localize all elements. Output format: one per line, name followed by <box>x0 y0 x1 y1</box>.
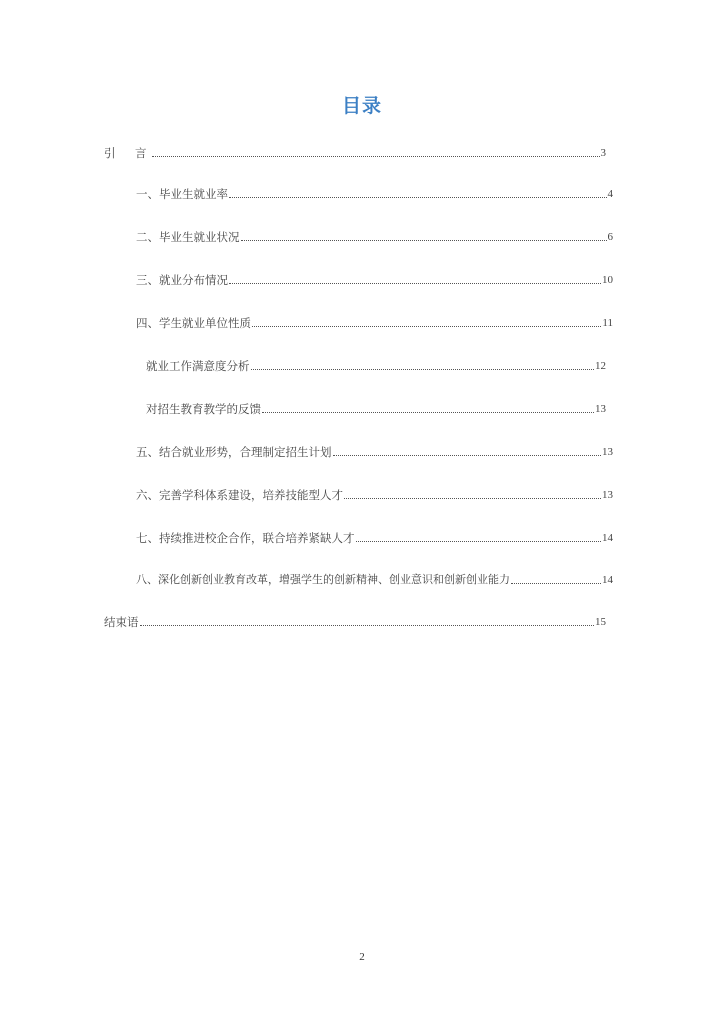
toc-entry-label: 三、就业分布情况 <box>136 273 228 287</box>
toc-entry-section-1[interactable] <box>136 186 613 202</box>
toc-entry-label: 就业工作满意度分析 <box>146 359 250 373</box>
toc-entry-label: 二、毕业生就业状况 <box>136 230 240 244</box>
dot-leader <box>262 412 594 413</box>
toc-entry-feedback[interactable] <box>146 401 606 417</box>
toc-entry-page: 6 <box>607 231 613 243</box>
toc-entry-label: 引 言 <box>104 146 151 160</box>
toc-entry-section-5[interactable] <box>136 444 613 460</box>
toc-entry-label: 五、结合就业形势，合理制定招生计划 <box>136 445 332 459</box>
toc-entry-label: 一、毕业生就业率 <box>136 187 228 201</box>
toc-entry-page: 3 <box>600 147 606 159</box>
dot-leader <box>252 326 601 327</box>
dot-leader <box>356 541 602 542</box>
toc-entry-section-3[interactable] <box>136 272 613 288</box>
dot-leader <box>140 625 595 626</box>
toc-entry-page: 10 <box>602 274 613 286</box>
toc-entry-section-8[interactable] <box>136 572 613 588</box>
toc-entry-label: 六、完善学科体系建设，培养技能型人才 <box>136 488 343 502</box>
toc-entry-label: 四、学生就业单位性质 <box>136 316 251 330</box>
toc-entry-page: 15 <box>595 616 606 628</box>
toc-entry-page: 14 <box>602 532 613 544</box>
page-number: 2 <box>359 951 365 963</box>
toc-entry-section-7[interactable] <box>136 530 613 546</box>
toc-entry-section-4[interactable] <box>136 315 613 331</box>
toc-entry-page: 12 <box>595 360 606 372</box>
toc-title: 目录 <box>341 95 382 117</box>
toc-entry-page: 4 <box>607 188 613 200</box>
toc-entry-label: 结束语 <box>104 615 139 629</box>
dot-leader <box>241 240 607 241</box>
toc-entry-page: 14 <box>602 574 613 586</box>
dot-leader <box>229 197 607 198</box>
toc-entry-label: 对招生教育教学的反馈 <box>146 402 261 416</box>
dot-leader <box>152 156 600 157</box>
toc-entry-page: 13 <box>602 446 613 458</box>
toc-entry-satisfaction[interactable] <box>146 358 606 374</box>
toc-entry-label: 八、深化创新创业教育改革，增强学生的创新精神、创业意识和创新创业能力 <box>136 573 510 586</box>
toc-entry-label: 七、持续推进校企合作，联合培养紧缺人才 <box>136 531 355 545</box>
toc-entry-conclusion[interactable] <box>104 614 606 630</box>
dot-leader <box>344 498 601 499</box>
toc-entry-intro[interactable] <box>104 145 606 161</box>
dot-leader <box>511 583 601 584</box>
toc-entry-page: 13 <box>595 403 606 415</box>
toc-entry-page: 13 <box>602 489 613 501</box>
dot-leader <box>251 369 595 370</box>
toc-entry-section-6[interactable] <box>136 487 613 503</box>
toc-entry-page: 11 <box>602 317 613 329</box>
toc-entry-section-2[interactable] <box>136 229 613 245</box>
dot-leader <box>229 283 601 284</box>
dot-leader <box>333 455 602 456</box>
